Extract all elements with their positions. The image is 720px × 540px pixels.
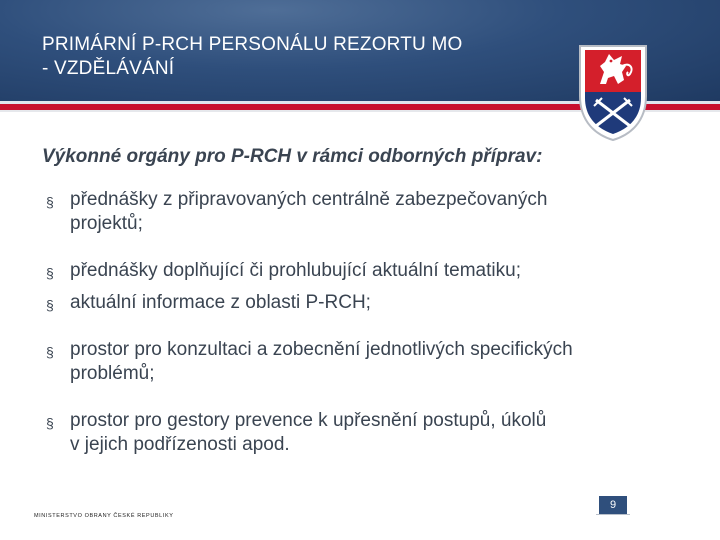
section-sign-bullet-icon: §: [46, 265, 54, 281]
bullet-list: [46, 188, 676, 457]
section-sign-bullet-icon: §: [46, 297, 54, 313]
list-item: [46, 409, 676, 457]
list-item: [46, 259, 676, 283]
list-item-line: aktuální informace z oblasti P-RCH;: [70, 292, 371, 313]
footer-ministry-name: MINISTERSTVO OBRANY ČESKÉ REPUBLIKY: [34, 513, 174, 519]
list-item: [46, 338, 676, 386]
list-item-line: prostor pro konzultaci a zobecnění jednotlivých specifických: [70, 339, 573, 360]
page-number: 9: [599, 496, 627, 514]
list-item-line: prostor pro gestory prevence k upřesnění postupů, úkolů: [70, 410, 547, 431]
list-item-line: přednášky z připravovaných centrálně zabezpečovaných: [70, 189, 548, 210]
list-item-line: přednášky doplňující či prohlubující aktuální tematiku;: [70, 260, 521, 281]
list-item-line: projektů;: [70, 213, 143, 234]
slide-title-line-2: - VZDĚLÁVÁNÍ: [42, 58, 175, 79]
list-item: [46, 291, 676, 315]
list-item: [46, 188, 676, 236]
army-coat-of-arms-icon: [578, 44, 648, 142]
slide-title: [42, 33, 562, 81]
footer-divider: [596, 514, 630, 515]
section-sign-bullet-icon: §: [46, 344, 54, 360]
section-sign-bullet-icon: §: [46, 415, 54, 431]
list-item-line: v jejich podřízenosti apod.: [70, 434, 290, 455]
list-item-line: problémů;: [70, 363, 155, 384]
section-sign-bullet-icon: §: [46, 194, 54, 210]
slide-title-line-1: PRIMÁRNÍ P-RCH PERSONÁLU REZORTU MO: [42, 34, 463, 55]
section-heading: Výkonné orgány pro P-RCH v rámci odborných příprav:: [42, 146, 543, 167]
